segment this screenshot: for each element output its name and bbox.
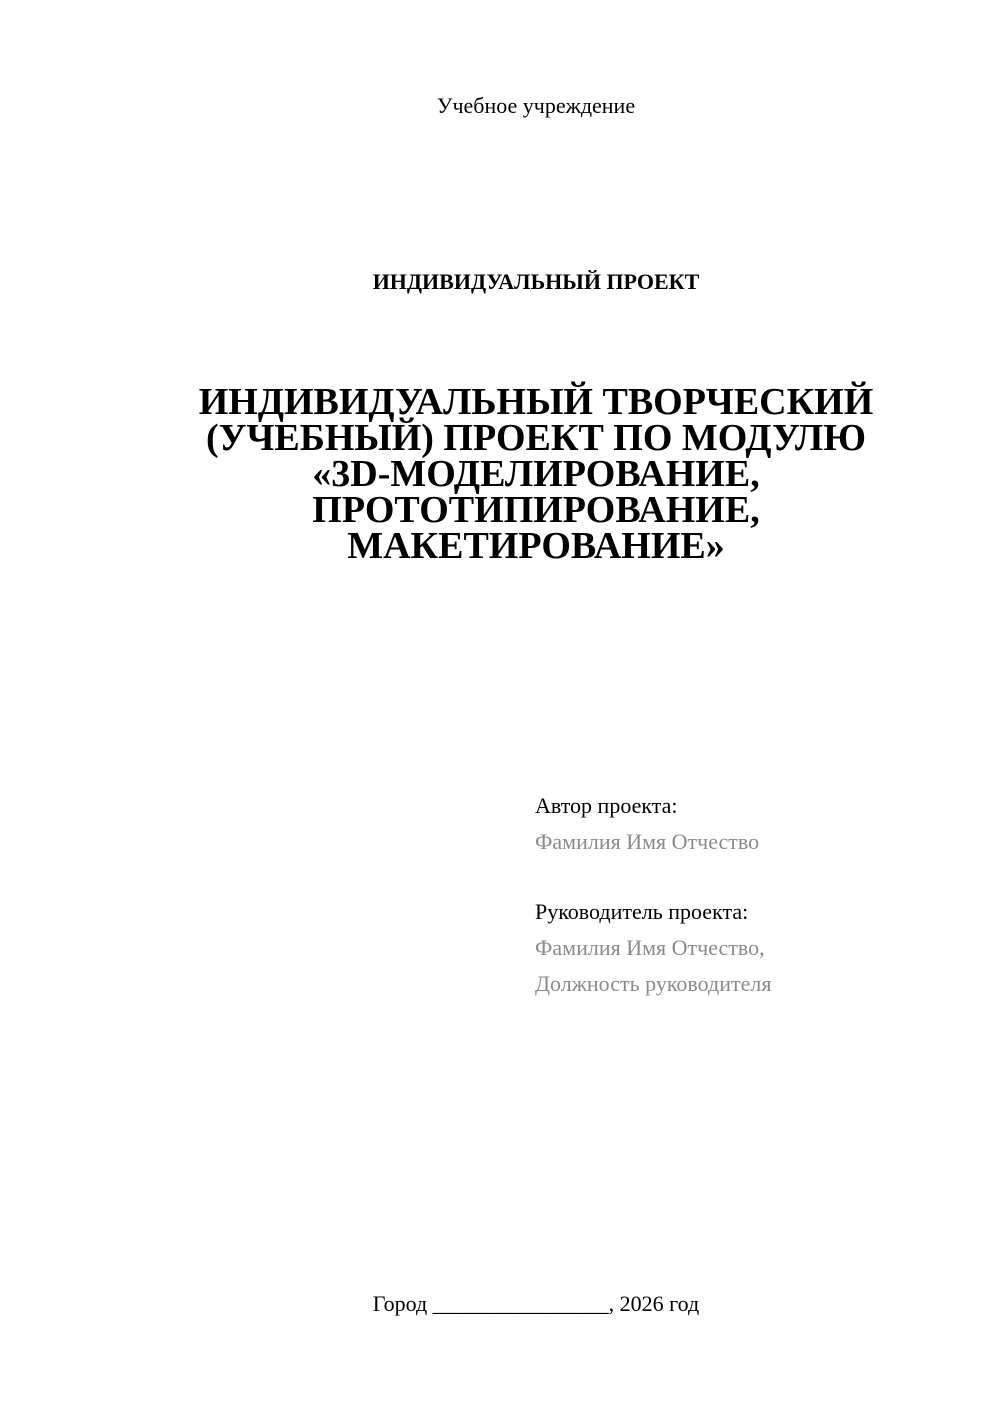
credits-spacer bbox=[535, 860, 975, 894]
title-line: МАКЕТИРОВАНИЕ» bbox=[347, 525, 725, 567]
title-line: (УЧЕБНЫЙ) ПРОЕКТ ПО МОДУЛЮ bbox=[205, 417, 867, 459]
title-line: «3D-МОДЕЛИРОВАНИЕ, bbox=[312, 453, 760, 495]
document-type: ИНДИВИДУАЛЬНЫЙ ПРОЕКТ bbox=[372, 269, 700, 294]
project-credits bbox=[535, 788, 975, 1002]
title-line: ИНДИВИДУАЛЬНЫЙ ТВОРЧЕСКИЙ bbox=[198, 381, 874, 423]
institution-name: Учебное учреждение bbox=[436, 93, 636, 118]
supervisor-position: Должность руководителя bbox=[535, 971, 772, 996]
author-label: Автор проекта: bbox=[535, 793, 678, 818]
author-name: Фамилия Имя Отчество bbox=[535, 829, 760, 854]
supervisor-name: Фамилия Имя Отчество, bbox=[535, 935, 765, 960]
project-title bbox=[150, 381, 922, 567]
title-line: ПРОТОТИПИРОВАНИЕ, bbox=[312, 489, 760, 531]
supervisor-label: Руководитель проекта: bbox=[535, 899, 749, 924]
city-year-line: Город ________________, 2026 год bbox=[372, 1291, 700, 1316]
